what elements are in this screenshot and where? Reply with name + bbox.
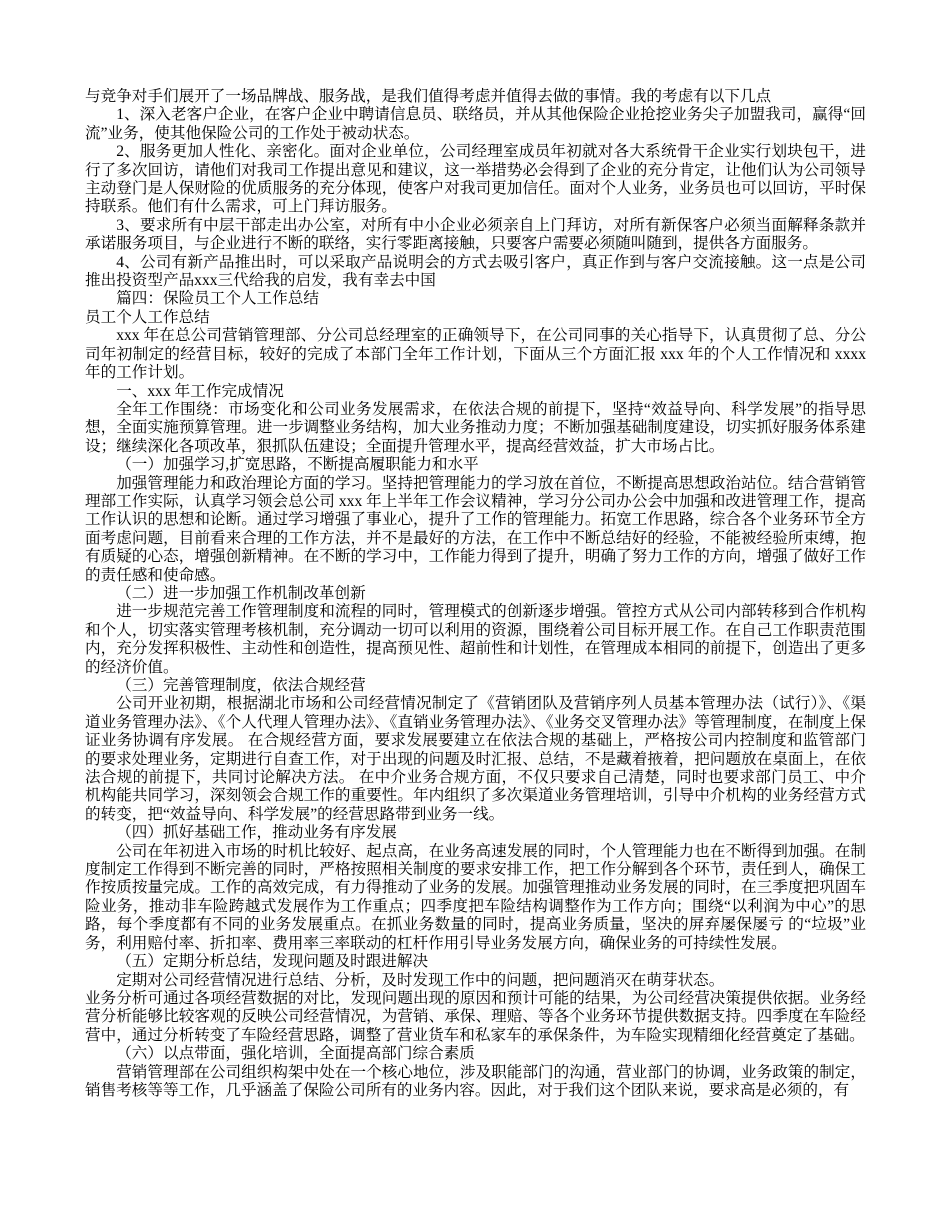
paragraph: 2、服务更加人性化、亲密化。面对企业单位，公司经理室成员年初就对各大系统骨干企业实行划块包干，进行了多次回访，请他们对我司工作提出意见和建议，这一举措势必会得到了企业的充分肯定，让他们认为公司领导主动登门是人保财险的优质服务的充分体现，使客户对我司更加信任。面对个人业务，业务员也可以回访，平时保持联系。他们有什么需求，可上门拜访服务。 xyxy=(85,143,866,216)
paragraph: 全年工作围绕：市场变化和公司业务发展需求，在依法合规的前提下，坚持“效益导向、科学发展”的指导思想，全面实施预算管理。进一步调整业务结构，加大业务推动力度；不断加强基础制度建设，切实抓好服务体系建设；继续深化各项改革，狠抓队伍建设；全面提升管理水平，提高经营效益，扩大市场占比。 xyxy=(85,400,866,455)
paragraph-title: 员工个人工作总结 xyxy=(85,308,210,326)
paragraph-heading: （二）进一步加强工作机制改革创新 xyxy=(116,584,366,602)
paragraph-heading: （六）以点带面，强化培训，全面提高部门综合素质 xyxy=(116,1045,475,1063)
paragraph: 进一步规范完善工作管理制度和流程的同时，管理模式的创新逐步增强。管控方式从公司内部转移到合作机构和个人，切实落实管理考核机制，充分调动一切可以利用的资源，围绕着公司目标开展工作。在自己工作职责范围内，充分发挥积极性、主动性和创造性，提高预见性、超前性和计划性，在管理成本相同的前提下，创造出了更多的经济价值。 xyxy=(85,603,866,676)
paragraph: 业务分析可通过各项经营数据的对比，发现问题出现的原因和预计可能的结果，为公司经营决策提供依据。业务经营分析能够比较客观的反映公司经营情况，为营销、承保、理赔、等各个业务环节提供数据支持。四季度在车险经营中，通过分析转变了车险经营思路，调整了营业货车和私家车的承保条件，为车险实现精细化经营奠定了基础。 xyxy=(85,989,866,1044)
paragraph: 公司开业初期，根据湖北市场和公司经营情况制定了《营销团队及营销序列人员基本管理办法（试行）》、《渠道业务管理办法》、《个人代理人管理办法》、《直销业务管理办法》、《业务交叉管理办法》等管理制度，在制度上保证业务协调有序发展。 在合规经营方面，要求发展要建立在依法合规的基础上，严格按公司内控制度和监管部门的要求处理业务，定期进行自查工作，对于出现的问题及时汇报、总结，不是藏着掖着，把问题放在桌面上，在依法合规的前提下，共同讨论解决方法。 在中介业务合规方面，不仅只要求自己清楚，同时也要求部门员工、中介机构能共同学习，深刻领会合规工作的重要性。年内组织了多次渠道业务管理培训，引导中介机构的业务经营方式的转变，把“效益导向、科学发展”的经营思路带到业务一线。 xyxy=(85,695,866,823)
paragraph-section-label: 篇四：保险员工个人工作总结 xyxy=(116,290,319,308)
paragraph: 营销管理部在公司组织构架中处在一个核心地位，涉及职能部门的沟通，营业部门的协调，业务政策的制定，销售考核等等工作，几乎涵盖了保险公司所有的业务内容。因此，对于我们这个团队来说，要求高是必须的，有 xyxy=(85,1063,866,1099)
paragraph: xxx 年在总公司营销管理部、分公司总经理室的正确领导下，在公司同事的关心指导下，认真贯彻了总、分公司年初制定的经营目标，较好的完成了本部门全年工作计划，下面从三个方面汇报 xxx 年的个人工作情况和 xxxx 年的工作计划。 xyxy=(85,327,866,382)
paragraph: 3、要求所有中层干部走出办公室，对所有中小企业必须亲自上门拜访，对所有新保客户必须当面解释条款并承诺服务项目，与企业进行不断的联络，实行零距离接触，只要客户需要必须随叫随到，提供各方面服务。 xyxy=(85,216,866,253)
paragraph: 与竞争对手们展开了一场品牌战、服务战，是我们值得考虑并值得去做的事情。我的考虑有以下几点 xyxy=(85,88,772,105)
paragraph: 4、公司有新产品推出时，可以采取产品说明会的方式去吸引客户，真正作到与客户交流接触。这一点是公司推出投资型产品xxx三代给我的启发，我有幸去中国 xyxy=(85,253,866,290)
paragraph-heading: 一、xxx 年工作完成情况 xyxy=(116,382,284,400)
paragraph: 定期对公司经营情况进行总结、分析，及时发现工作中的问题，把问题消灭在萌芽状态。 xyxy=(116,971,725,989)
paragraph-heading: （三）完善管理制度，依法合规经营 xyxy=(116,677,366,694)
paragraph-heading: （四）抓好基础工作，推动业务有序发展 xyxy=(116,824,397,842)
paragraph: 公司在年初进入市场的时机比较好、起点高，在业务高速发展的同时，个人管理能力也在不断得到加强。在制度制定工作得到不断完善的同时，严格按照相关制度的要求安排工作，把工作分解到各个环节，责任到人，确保工作按质按量完成。工作的高效完成，有力得推动了业务的发展。加强管理推动业务发展的同时，在三季度把巩固车险业务，推动非车险跨越式发展作为工作重点；四季度把车险结构调整作为工作方向；围绕“以利润为中心”的思路，每个季度都有不同的业务发展重点。在抓业务数量的同时，提高业务质量，坚决的屏弃屡保屡亏 的“垃圾”业务，利用赔付率、折扣率、费用率三率联动的杠杆作用引导业务发展方向，确保业务的可持续性发展。 xyxy=(85,842,866,952)
paragraph: 加强管理能力和政治理论方面的学习。坚持把管理能力的学习放在首位，不断提高思想政治站位。结合营销管理部工作实际，认真学习领会总公司 xxx 年上半年工作会议精神，学习分公司办公会中加强和改进管理工作，提高工作认识的思想和论断。通过学习增强了事业心，提升了工作的管理能力。拓宽工作思路，综合各个业务环节全方面考虑问题，目前看来合理的工作方法，并不是最好的方法，在工作中不断总结好的经验，不能被经验所束缚，抱有质疑的心态，增强创新精神。在不断的学习中，工作能力得到了提升，明确了努力工作的方向，增强了做好工作的责任感和使命感。 xyxy=(85,474,866,584)
paragraph-heading: （五）定期分析总结，发现问题及时跟进解决 xyxy=(116,953,429,971)
paragraph: 1、深入老客户企业，在客户企业中聘请信息员、联络员，并从其他保险企业抢挖业务尖子加盟我司，赢得“回流”业务，使其他保险公司的工作处于被动状态。 xyxy=(85,106,866,142)
paragraph-heading: （一）加强学习,扩宽思路，不断提高履职能力和水平 xyxy=(116,456,479,474)
